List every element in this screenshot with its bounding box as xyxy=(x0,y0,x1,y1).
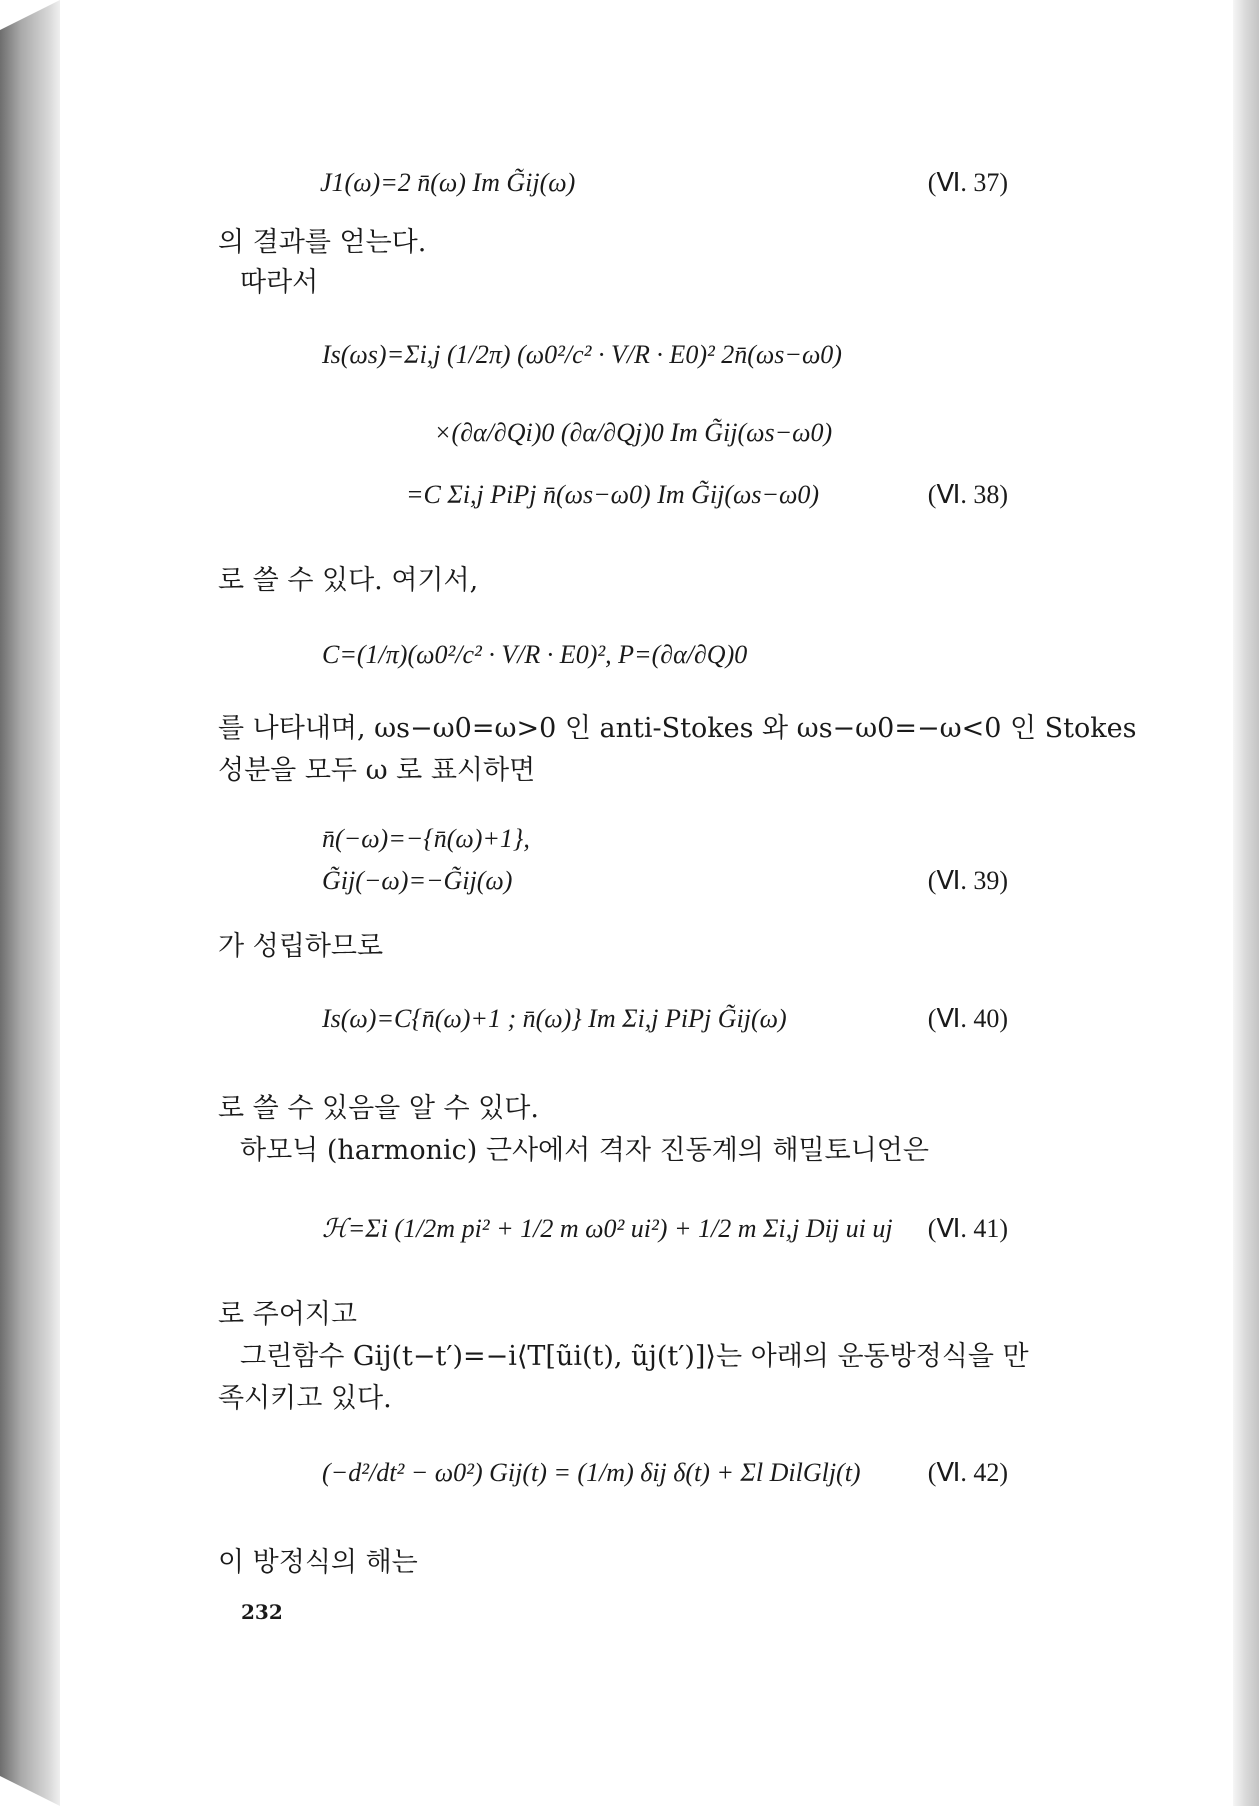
book-page xyxy=(60,0,1233,1806)
paragraph-therefore: 따라서 xyxy=(240,267,319,298)
equation-number-39: (Ⅵ. 39) xyxy=(927,866,1008,895)
paragraph-green-function: 그린함수 Gij(t−t′)=−i⟨T[ũi(t), ũj(t′)]⟩는 아래의 운동방정식을 만 xyxy=(240,1341,1029,1372)
equation-number-38: (Ⅵ. 38) xyxy=(927,480,1008,509)
equation-vi-40: Is(ω)=C{n̄(ω)+1 ; n̄(ω)} Im Σi,j PiPj G̃ij(ω) xyxy=(322,1004,787,1033)
paragraph-harmonic: 하모닉 (harmonic) 근사에서 격자 진동계의 해밀토니언은 xyxy=(240,1135,929,1166)
paragraph-can-write: 로 쓸 수 있다. 여기서, xyxy=(218,565,479,596)
paragraph-holds: 가 성립하므로 xyxy=(218,931,384,962)
paragraph-satisfies: 족시키고 있다. xyxy=(218,1383,392,1414)
paragraph-solution: 이 방정식의 해는 xyxy=(218,1547,418,1578)
equation-number-42: (Ⅵ. 42) xyxy=(927,1458,1008,1487)
equation-number-41: (Ⅵ. 41) xyxy=(927,1214,1008,1243)
paragraph-result: 의 결과를 얻는다. xyxy=(218,227,427,258)
equation-vi-41: ℋ=Σi (1/2m pi² + 1/2 m ω0² ui²) + 1/2 m Σi,j Dij ui uj xyxy=(322,1214,893,1243)
equation-vi-38-line3: =C Σi,j PiPj n̄(ωs−ω0) Im G̃ij(ωs−ω0) xyxy=(406,480,820,509)
book-right-edge xyxy=(1233,0,1259,1806)
book-left-edge xyxy=(0,0,60,1806)
paragraph-can-know: 로 쓸 수 있음을 알 수 있다. xyxy=(218,1093,539,1124)
equation-vi-38-line1: Is(ωs)=Σi,j (1/2π) (ω0²/c² · V/R · E0)² 2n̄(ωs−ω0) xyxy=(322,340,842,369)
equation-vi-42: (−d²/dt² − ω0²) Gij(t) = (1/m) δij δ(t) + Σl DilGlj(t) xyxy=(322,1458,861,1487)
paragraph-components: 성분을 모두 ω 로 표시하면 xyxy=(218,755,536,786)
equation-vi-39-line1: n̄(−ω)=−{n̄(ω)+1}, xyxy=(322,824,530,853)
equation-vi-37: J1(ω)=2 n̄(ω) Im G̃ij(ω) xyxy=(320,168,576,197)
equation-vi-38-line2: ×(∂α/∂Qi)0 (∂α/∂Qj)0 Im G̃ij(ωs−ω0) xyxy=(434,418,833,447)
page-number: 232 xyxy=(241,1600,283,1624)
equation-number-37: (Ⅵ. 37) xyxy=(927,168,1008,197)
equation-number-40: (Ⅵ. 40) xyxy=(927,1004,1008,1033)
equation-c-p-definition: C=(1/π)(ω0²/c² · V/R · E0)², P=(∂α/∂Q)0 xyxy=(322,640,748,669)
paragraph-represents: 를 나타내며, ωs−ω0=ω>0 인 anti-Stokes 와 ωs−ω0=−ω<0 인 Stokes xyxy=(218,713,1137,744)
equation-vi-39-line2: G̃ij(−ω)=−G̃ij(ω) xyxy=(322,866,513,895)
paragraph-given: 로 주어지고 xyxy=(218,1299,357,1330)
